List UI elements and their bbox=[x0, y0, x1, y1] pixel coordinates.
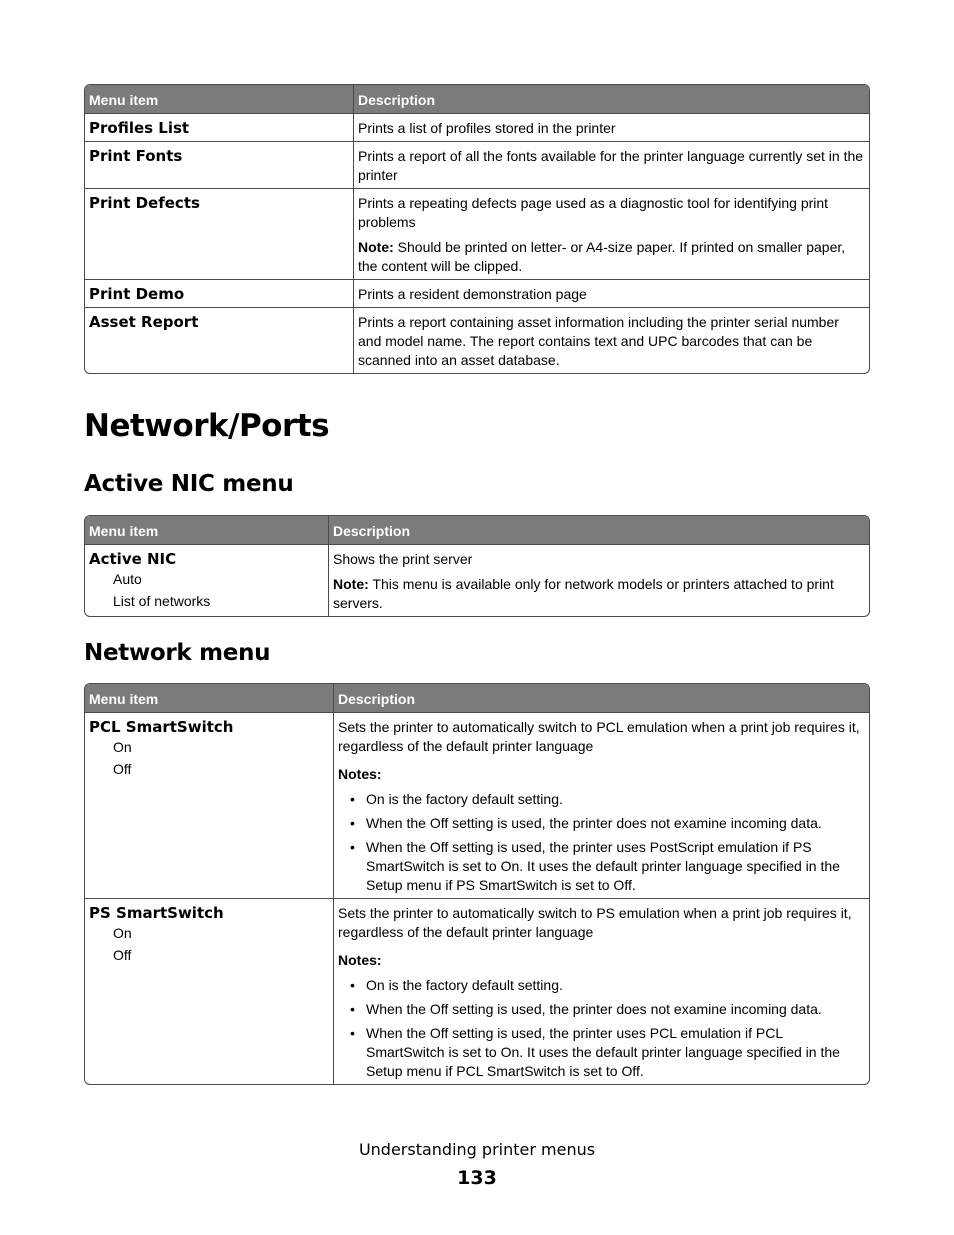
menu-option: On bbox=[113, 739, 132, 755]
list-item: • On is the factory default setting. bbox=[350, 791, 563, 807]
menu-item-header: Menu item bbox=[85, 516, 328, 544]
bullet-icon: • bbox=[350, 815, 355, 831]
page-number: 133 bbox=[457, 1167, 497, 1189]
list-item: • When the Off setting is used, the printer uses PostScript emulation if PS SmartSwitch is set to On. It uses the default printer language specified in the Setup menu if PS SmartSwitch is set to Off. bbox=[350, 839, 840, 893]
menu-item-name: PS SmartSwitch bbox=[89, 904, 224, 922]
list-item: • When the Off setting is used, the printer does not examine incoming data. bbox=[350, 1001, 822, 1017]
list-item: • When the Off setting is used, the printer uses PCL emulation if PCL SmartSwitch is set to On. It uses the default printer language specified in the Setup menu if PCL SmartSwitch is set to Off. bbox=[350, 1025, 840, 1079]
section-heading-network-ports: Network/Ports bbox=[84, 408, 330, 444]
active-nic-table bbox=[84, 515, 870, 617]
notes-list bbox=[338, 790, 865, 895]
menu-item-name: Print Defects bbox=[89, 194, 200, 212]
footer-title: Understanding printer menus bbox=[358, 1140, 596, 1159]
report-menu-table bbox=[84, 84, 870, 374]
item-description: Sets the printer to automatically switch to PCL emulation when a print job requires it, regardless of the default printer language bbox=[338, 719, 860, 754]
menu-option: Auto bbox=[113, 571, 142, 587]
item-note bbox=[358, 238, 865, 276]
item-description: Prints a list of profiles stored in the printer bbox=[358, 120, 616, 136]
item-description: Sets the printer to automatically switch to PS emulation when a print job requires it, regardless of the default printer language bbox=[338, 905, 852, 940]
bullet-icon: • bbox=[350, 839, 355, 855]
menu-option: List of networks bbox=[113, 593, 211, 609]
network-menu-table bbox=[84, 683, 870, 1085]
menu-item-name: PCL SmartSwitch bbox=[89, 718, 234, 736]
description-header: Description bbox=[333, 684, 869, 712]
subsection-heading-network-menu: Network menu bbox=[84, 640, 271, 666]
subsection-heading-active-nic: Active NIC menu bbox=[84, 471, 294, 497]
note-label: Note: bbox=[358, 239, 394, 255]
note-label: Note: bbox=[333, 576, 369, 592]
menu-item-name: Print Fonts bbox=[89, 147, 183, 165]
table-row bbox=[85, 898, 869, 1084]
list-item: • On is the factory default setting. bbox=[350, 977, 563, 993]
notes-label: Notes: bbox=[338, 952, 382, 968]
menu-option: Off bbox=[113, 947, 132, 963]
list-item: • When the Off setting is used, the printer does not examine incoming data. bbox=[350, 815, 822, 831]
description-header: Description bbox=[328, 516, 869, 544]
menu-item-name: Asset Report bbox=[89, 313, 199, 331]
menu-item-header: Menu item bbox=[85, 684, 333, 712]
note-text: Should be printed on letter- or A4-size paper. If printed on smaller paper, the content will be clipped. bbox=[358, 239, 846, 274]
menu-item-name: Profiles List bbox=[89, 119, 190, 137]
item-description: Shows the print server bbox=[333, 551, 473, 567]
note-text: This menu is available only for network models or printers attached to print servers. bbox=[333, 576, 834, 611]
table-row bbox=[85, 544, 869, 616]
bullet-icon: • bbox=[350, 977, 355, 993]
table-row bbox=[85, 113, 869, 141]
table-row bbox=[85, 141, 869, 188]
item-description: Prints a repeating defects page used as a diagnostic tool for identifying print problems bbox=[358, 195, 829, 230]
bullet-icon: • bbox=[350, 1025, 355, 1041]
bullet-icon: • bbox=[350, 1001, 355, 1017]
menu-option: Off bbox=[113, 761, 132, 777]
menu-item-header: Menu item bbox=[85, 85, 353, 113]
menu-item-name: Active NIC bbox=[89, 550, 177, 568]
item-description: Prints a resident demonstration page bbox=[358, 286, 587, 302]
bullet-icon: • bbox=[350, 791, 355, 807]
table-row bbox=[85, 712, 869, 898]
notes-label: Notes: bbox=[338, 766, 382, 782]
item-note bbox=[333, 575, 865, 613]
menu-item-name: Print Demo bbox=[89, 285, 185, 303]
notes-list bbox=[338, 976, 865, 1081]
item-description: Prints a report of all the fonts available for the printer language currently set in the printer bbox=[358, 148, 864, 183]
table-row bbox=[85, 188, 869, 279]
description-header: Description bbox=[353, 85, 869, 113]
table-row bbox=[85, 279, 869, 307]
menu-option: On bbox=[113, 925, 132, 941]
item-description: Prints a report containing asset information including the printer serial number and model name. The report contains text and UPC barcodes that can be scanned into an asset database. bbox=[358, 314, 839, 368]
table-row bbox=[85, 307, 869, 373]
